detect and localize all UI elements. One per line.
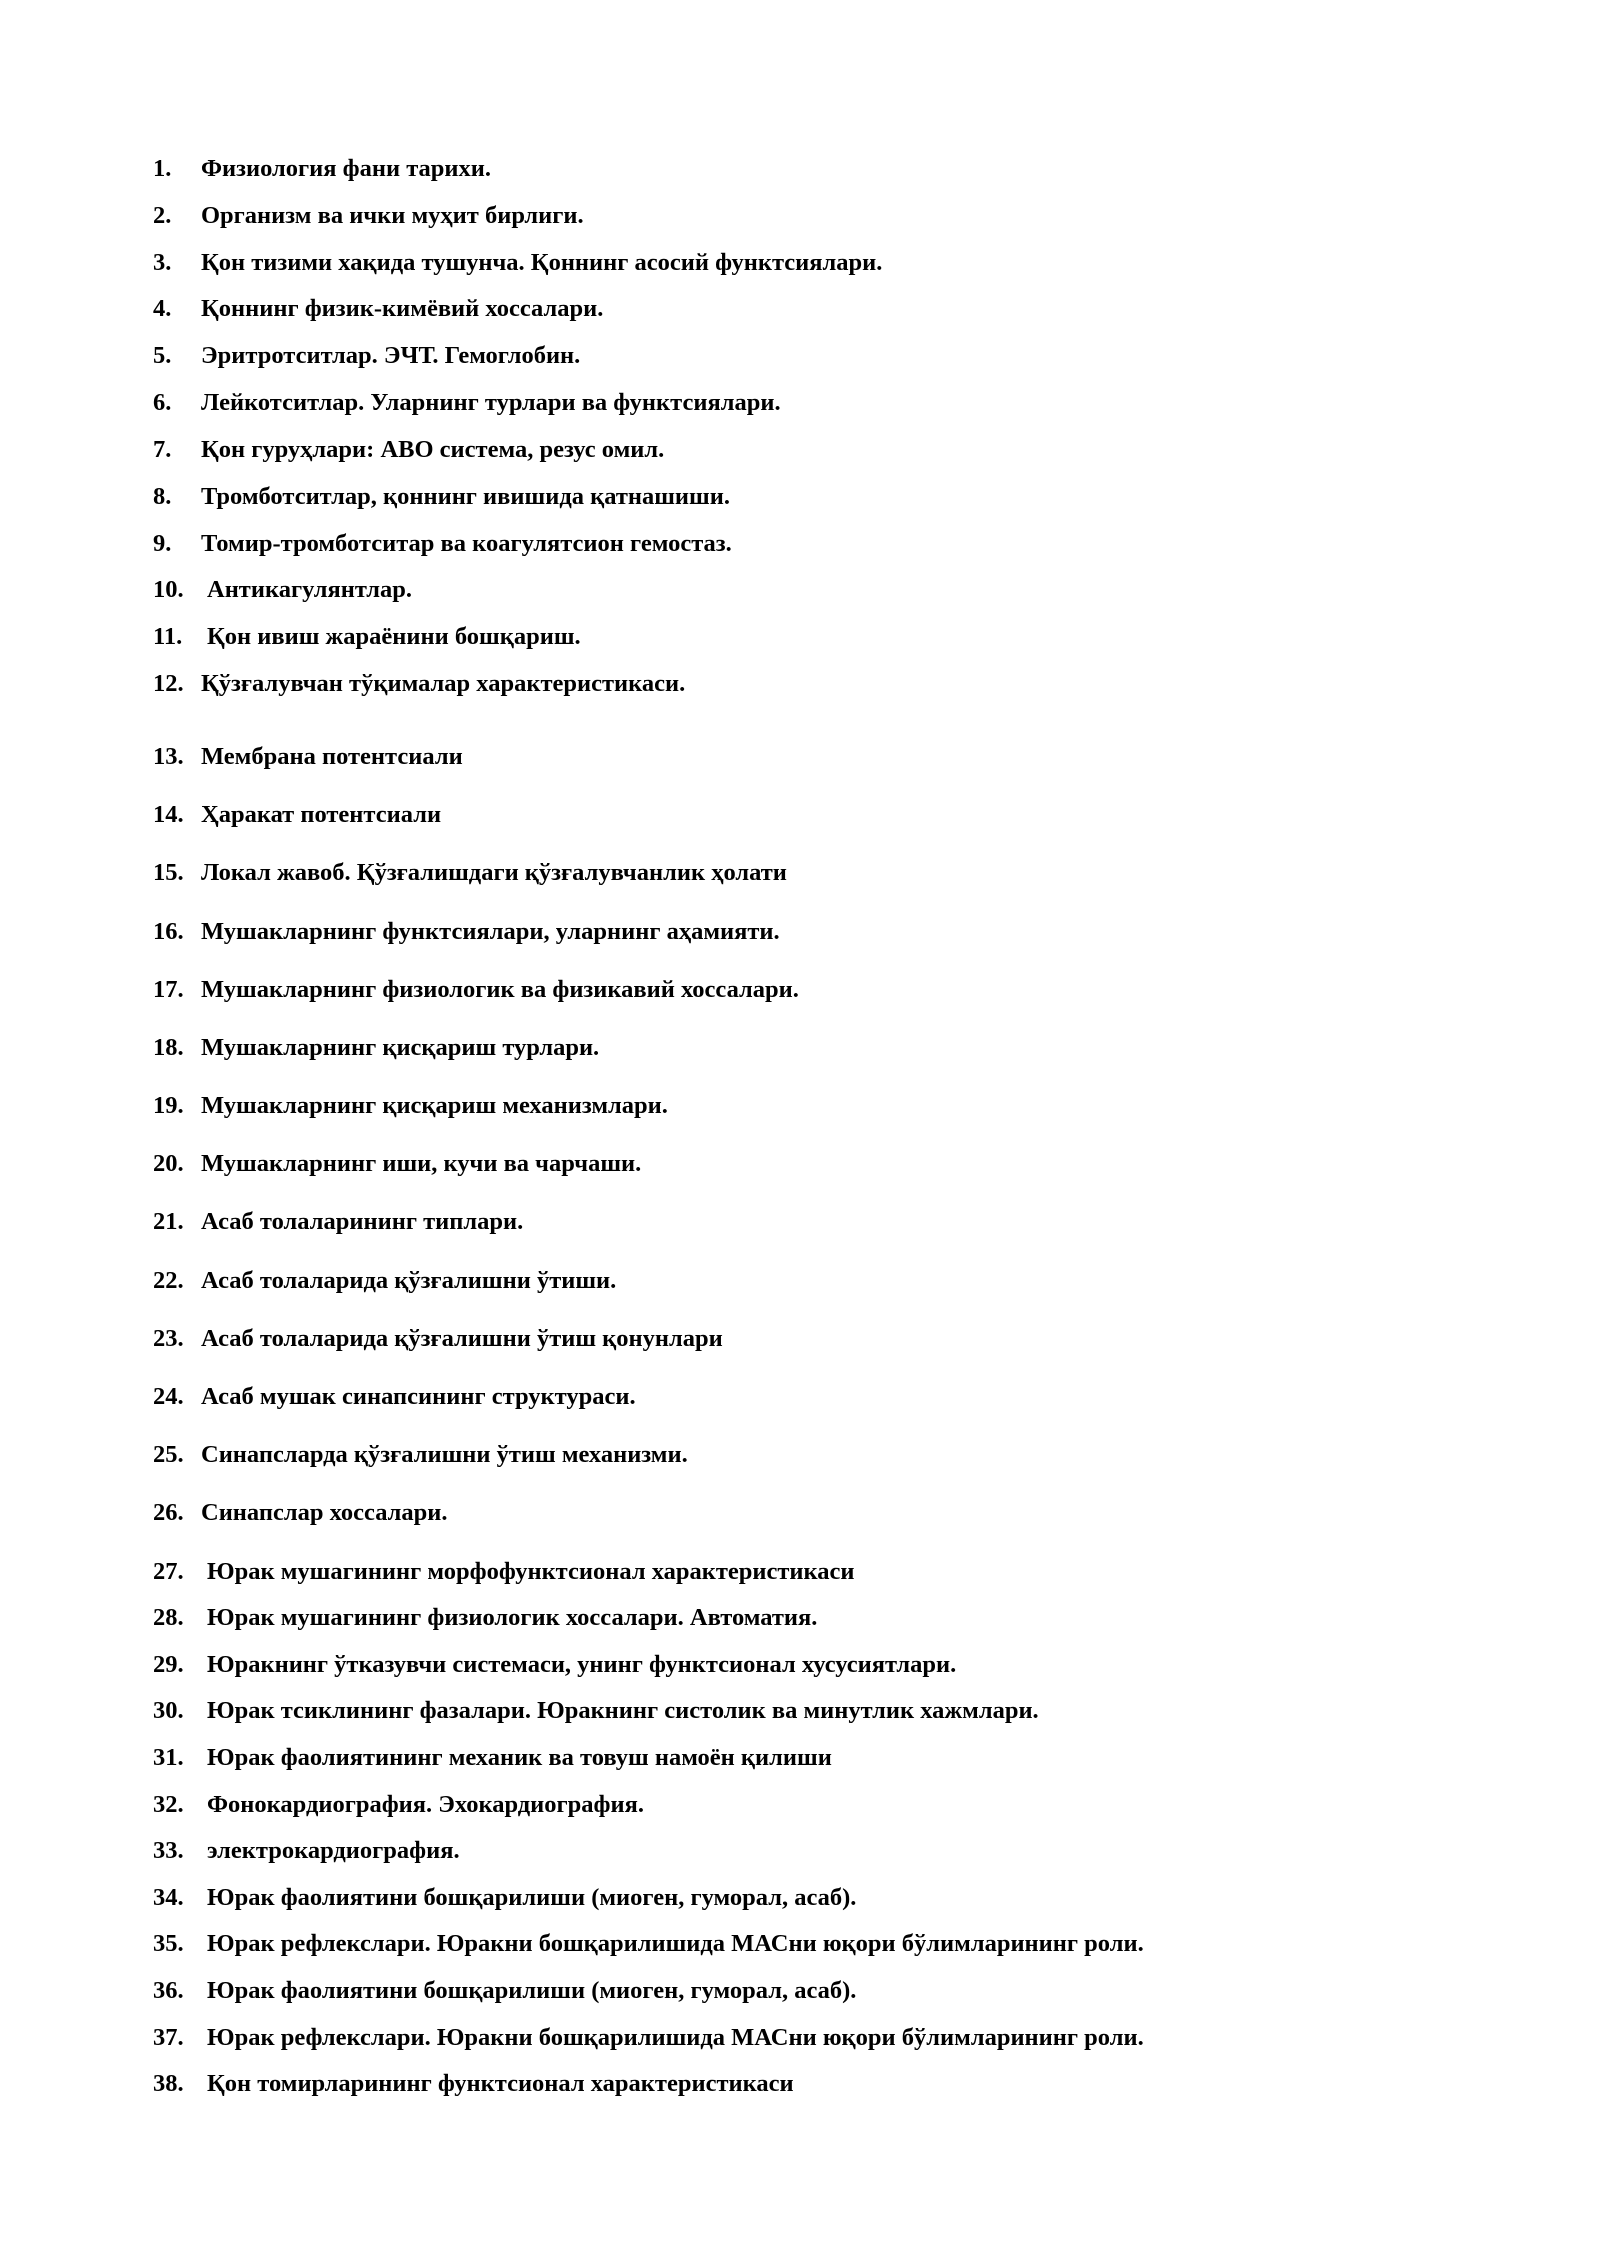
list-item-text: Юрак мушагининг физиологик хоссалари. Автоматия. bbox=[207, 1604, 818, 1631]
list-item-number: 8. bbox=[153, 483, 172, 510]
list-item-number: 35. bbox=[153, 1930, 184, 1957]
list-item-text: Мушакларнинг иши, кучи ва чарчаши. bbox=[201, 1150, 642, 1177]
list-item-number: 34. bbox=[153, 1884, 184, 1911]
list-item-text: Қўзғалувчан тўқималар характеристикаси. bbox=[201, 670, 686, 697]
list-item bbox=[153, 856, 787, 890]
list-item-number: 3. bbox=[153, 249, 172, 276]
list-item-number: 10. bbox=[153, 576, 184, 603]
list-item bbox=[153, 1974, 856, 2008]
list-item bbox=[153, 620, 581, 654]
list-item-text: Ҳаракат потентсиали bbox=[201, 801, 442, 828]
list-item-number: 4. bbox=[153, 295, 172, 322]
list-item bbox=[153, 1741, 832, 1775]
list-item bbox=[153, 973, 799, 1007]
list-item-text: Юрак тсиклининг фазалари. Юракнинг систолик ва минутлик хажмлари. bbox=[207, 1697, 1039, 1724]
list-item-number: 13. bbox=[153, 743, 184, 770]
list-item bbox=[153, 667, 685, 701]
list-item-text: Юрак фаолиятини бошқарилиши (миоген, гуморал, асаб). bbox=[207, 1977, 857, 2004]
list-item bbox=[153, 1788, 644, 1822]
list-item-number: 26. bbox=[153, 1499, 184, 1526]
list-item bbox=[153, 1264, 616, 1298]
list-item-text: Мембрана потентсиали bbox=[201, 743, 463, 770]
list-item-text: Асаб толаларида қўзғалишни ўтиш қонунлари bbox=[201, 1325, 723, 1352]
list-item-number: 5. bbox=[153, 342, 172, 369]
list-item-number: 25. bbox=[153, 1441, 184, 1468]
list-item-text: Юрак рефлекслари. Юракни бошқарилишида МАСни юқори бўлимларининг роли. bbox=[207, 2024, 1144, 2051]
list-item-text: Қон томирларининг функтсионал характеристикаси bbox=[207, 2070, 794, 2097]
list-item-text: Асаб толаларининг типлари. bbox=[201, 1208, 524, 1235]
list-item bbox=[153, 2021, 1144, 2055]
list-item-text: Мушакларнинг физиологик ва физикавий хоссалари. bbox=[201, 976, 799, 1003]
list-item bbox=[153, 1601, 817, 1635]
list-item-text: Синапслар хоссалари. bbox=[201, 1499, 448, 1526]
list-item bbox=[153, 915, 780, 949]
list-item-text: Юрак фаолиятини бошқарилиши (миоген, гуморал, асаб). bbox=[207, 1884, 857, 1911]
list-item-number: 37. bbox=[153, 2024, 184, 2051]
list-item-text: Фонокардиография. Эхокардиография. bbox=[207, 1791, 644, 1818]
list-item-text: электрокардиография. bbox=[207, 1837, 460, 1864]
list-item-number: 38. bbox=[153, 2070, 184, 2097]
list-item bbox=[153, 740, 463, 774]
list-item bbox=[153, 1648, 956, 1682]
list-item-number: 28. bbox=[153, 1604, 184, 1631]
list-item bbox=[153, 199, 584, 233]
list-item-number: 18. bbox=[153, 1034, 184, 1061]
list-item-number: 7. bbox=[153, 436, 172, 463]
list-item bbox=[153, 246, 882, 280]
list-item-text: Томир-тромботситар ва коагулятсион гемостаз. bbox=[201, 530, 732, 557]
list-item bbox=[153, 1927, 1144, 1961]
list-item-number: 29. bbox=[153, 1651, 184, 1678]
list-item bbox=[153, 1555, 855, 1589]
list-item-text: Қон тизими хақида тушунча. Қоннинг асосий функтсиялари. bbox=[201, 249, 883, 276]
list-item-text: Тромботситлар, қоннинг ивишида қатнашиши. bbox=[201, 483, 730, 510]
list-item-text: Лейкотситлар. Уларнинг турлари ва функтсиялари. bbox=[201, 389, 781, 416]
list-item-number: 17. bbox=[153, 976, 184, 1003]
list-item-text: Мушакларнинг қисқариш механизмлари. bbox=[201, 1092, 668, 1119]
list-item bbox=[153, 1438, 688, 1472]
list-item-text: Локал жавоб. Қўзғалишдаги қўзғалувчанлик ҳолати bbox=[201, 859, 787, 886]
list-item-text: Қон ивиш жараёнини бошқариш. bbox=[207, 623, 581, 650]
list-item-number: 23. bbox=[153, 1325, 184, 1352]
list-item-number: 31. bbox=[153, 1744, 184, 1771]
list-item-text: Қон гуруҳлари: АВО система, резус омил. bbox=[201, 436, 665, 463]
list-item bbox=[153, 386, 781, 420]
list-item-number: 19. bbox=[153, 1092, 184, 1119]
list-item-text: Физиология фани тарихи. bbox=[201, 155, 492, 182]
list-item-number: 24. bbox=[153, 1383, 184, 1410]
list-item-text: Синапсларда қўзғалишни ўтиш механизми. bbox=[201, 1441, 688, 1468]
list-item bbox=[153, 339, 580, 373]
list-item-number: 6. bbox=[153, 389, 172, 416]
list-item-number: 27. bbox=[153, 1558, 184, 1585]
list-item-text: Юрак рефлекслари. Юракни бошқарилишида МАСни юқори бўлимларининг роли. bbox=[207, 1930, 1144, 1957]
list-item-text: Эритротситлар. ЭЧТ. Гемоглобин. bbox=[201, 342, 581, 369]
list-item-number: 22. bbox=[153, 1267, 184, 1294]
list-item-text: Мушакларнинг функтсиялари, уларнинг аҳамияти. bbox=[201, 918, 780, 945]
list-item-number: 15. bbox=[153, 859, 184, 886]
list-item-number: 11. bbox=[153, 623, 183, 650]
list-item-number: 32. bbox=[153, 1791, 184, 1818]
list-item bbox=[153, 152, 491, 186]
list-item-text: Юракнинг ўтказувчи системаси, унинг функтсионал хусусиятлари. bbox=[207, 1651, 957, 1678]
list-item-number: 33. bbox=[153, 1837, 184, 1864]
list-item bbox=[153, 480, 730, 514]
list-item-text: Юрак фаолиятининг механик ва товуш намоён қилиши bbox=[207, 1744, 832, 1771]
list-item-text: Мушакларнинг қисқариш турлари. bbox=[201, 1034, 600, 1061]
list-item bbox=[153, 2067, 794, 2101]
list-item-number: 14. bbox=[153, 801, 184, 828]
list-item-number: 21. bbox=[153, 1208, 184, 1235]
list-item bbox=[153, 1834, 460, 1868]
list-item-text: Асаб толаларида қўзғалишни ўтиши. bbox=[201, 1267, 617, 1294]
list-item bbox=[153, 1322, 723, 1356]
list-item-text: Асаб мушак синапсининг структураси. bbox=[201, 1383, 636, 1410]
list-item-number: 1. bbox=[153, 155, 172, 182]
list-item-number: 30. bbox=[153, 1697, 184, 1724]
list-item bbox=[153, 292, 603, 326]
list-item-number: 16. bbox=[153, 918, 184, 945]
list-item-text: Организм ва ички муҳит бирлиги. bbox=[201, 202, 584, 229]
list-item bbox=[153, 1031, 599, 1065]
list-item-number: 9. bbox=[153, 530, 172, 557]
list-item bbox=[153, 1496, 448, 1530]
list-item bbox=[153, 1694, 1039, 1728]
list-item bbox=[153, 1380, 636, 1414]
list-item-number: 2. bbox=[153, 202, 172, 229]
list-item-text: Юрак мушагининг морфофунктсионал характеристикаси bbox=[207, 1558, 855, 1585]
list-item bbox=[153, 1205, 523, 1239]
list-item bbox=[153, 1089, 668, 1123]
list-item-number: 20. bbox=[153, 1150, 184, 1177]
list-item bbox=[153, 1881, 856, 1915]
list-item bbox=[153, 573, 412, 607]
list-item bbox=[153, 1147, 641, 1181]
list-item-number: 36. bbox=[153, 1977, 184, 2004]
list-item-number: 12. bbox=[153, 670, 184, 697]
list-item bbox=[153, 433, 664, 467]
list-item-text: Қоннинг физик-кимёвий хоссалари. bbox=[201, 295, 604, 322]
list-item-text: Антикагулянтлар. bbox=[207, 576, 413, 603]
list-item bbox=[153, 527, 732, 561]
list-item bbox=[153, 798, 441, 832]
